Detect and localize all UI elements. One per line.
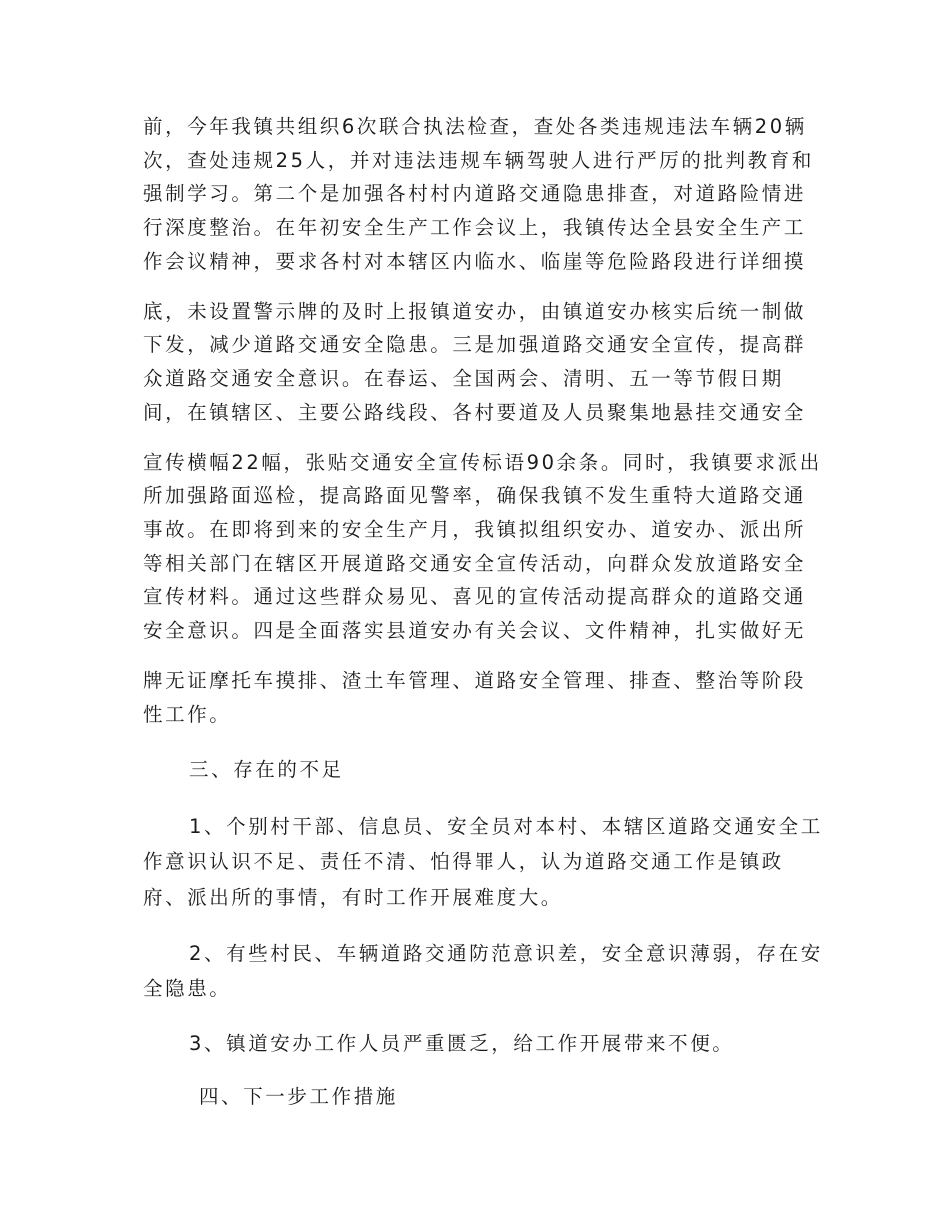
paragraph-line: 2、有些村民、车辆道路交通防范意识差，安全意识薄弱，存在安	[189, 942, 823, 965]
section-heading: 三、存在的不足	[189, 758, 344, 781]
section-heading: 四、下一步工作措施	[199, 1085, 398, 1108]
paragraph-line: 众道路交通安全意识。在春运、全国两会、清明、五一等节假日期	[143, 367, 784, 390]
paragraph-line: 等相关部门在辖区开展道路交通安全宣传活动，向群众发放道路安全	[143, 552, 807, 575]
paragraph-line: 行深度整治。在年初安全生产工作会议上，我镇传达全县安全生产工	[143, 216, 807, 239]
paragraph-line: 性工作。	[143, 703, 232, 726]
paragraph-line: 府、派出所的事情，有时工作开展难度大。	[143, 886, 563, 909]
paragraph-line: 所加强路面巡检，提高路面见警率，确保我镇不发生重特大道路交通	[143, 484, 807, 507]
paragraph-line: 3、镇道安办工作人员严重匮乏，给工作开展带来不便。	[189, 1032, 735, 1055]
paragraph-line: 强制学习。第二个是加强各村村内道路交通隐患排查，对道路险情进	[143, 182, 807, 205]
paragraph-line: 宣传横幅22幅，张贴交通安全宣传标语90余条。同时，我镇要求派出	[143, 451, 822, 474]
paragraph-line: 1、个别村干部、信息员、安全员对本村、本辖区道路交通安全工	[189, 815, 823, 838]
paragraph-line: 前，今年我镇共组织6次联合执法检查，查处各类违规违法车辆20辆	[143, 115, 807, 138]
paragraph-line: 作会议精神，要求各村对本辖区内临水、临崖等危险路段进行详细摸	[143, 250, 807, 273]
paragraph-line: 间，在镇辖区、主要公路线段、各村要道及人员聚集地悬挂交通安全	[143, 401, 807, 424]
paragraph-line: 底，未设置警示牌的及时上报镇道安办，由镇道安办核实后统一制做	[143, 300, 807, 323]
paragraph-line: 作意识认识不足、责任不清、怕得罪人，认为道路交通工作是镇政	[143, 850, 784, 873]
paragraph-line: 宣传材料。通过这些群众易见、喜见的宣传活动提高群众的道路交通	[143, 585, 807, 608]
paragraph-line: 安全意识。四是全面落实县道安办有关会议、文件精神，扎实做好无	[143, 619, 807, 642]
paragraph-line: 事故。在即将到来的安全生产月，我镇拟组织安办、道安办、派出所	[143, 518, 807, 541]
paragraph-line: 全隐患。	[143, 977, 232, 1000]
paragraph-line: 牌无证摩托车摸排、渣土车管理、道路安全管理、排查、整治等阶段	[143, 669, 807, 692]
paragraph-line: 下发，减少道路交通安全隐患。三是加强道路交通安全宣传，提高群	[143, 333, 807, 356]
paragraph-line: 次，查处违规25人，并对违法违规车辆驾驶人进行严厉的批判教育和	[143, 149, 814, 172]
